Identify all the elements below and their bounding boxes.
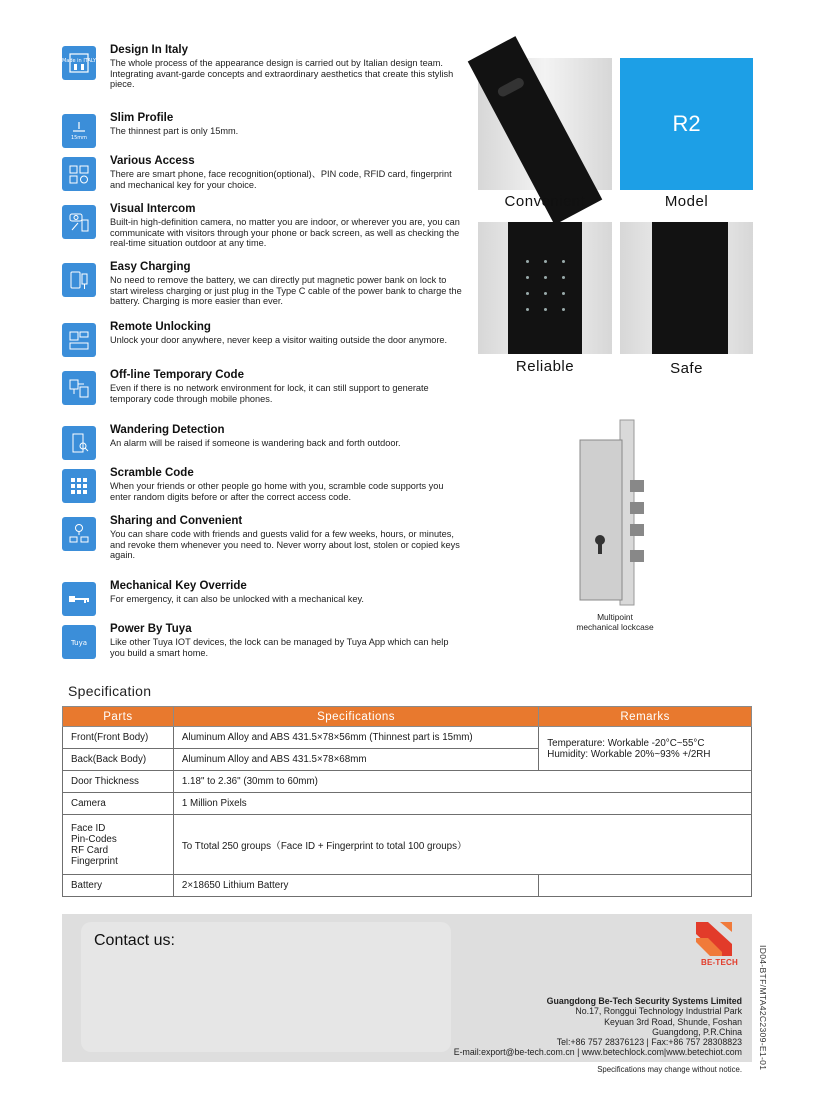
spec-value: To Ttotal 250 groups（Face ID + Fingerprint to total 100 groups） [173,815,751,875]
feature-desc: The thinnest part is only 15mm. [110,126,239,136]
spec-part: Camera [63,793,174,815]
spec-value: Aluminum Alloy and ABS 431.5×78×68mm [173,749,538,771]
document-id: ID04-BTF/MTA42C2309-E1-01 [758,945,768,1071]
model-name: R2 [672,111,701,136]
offline-code-icon [62,371,96,405]
spec-part: Battery [63,875,174,897]
table-row [63,815,752,875]
lockcase-body [580,440,622,600]
phone-fax: Tel:+86 757 28376123 | Fax:+86 757 28308823 [556,1037,742,1048]
spec-header-parts: Parts [63,707,174,727]
spec-value: 1.18" to 2.36" (30mm to 60mm) [173,771,751,793]
feature-title: Design In Italy [110,44,188,56]
lockcase-caption-line2: mechanical lockcase [576,622,654,632]
spec-value: 2×18650 Lithium Battery [173,875,538,897]
lockcase-bolt [630,480,644,492]
slim-profile-icon [62,114,96,148]
feature-desc: The whole process of the appearance design is carried out by Italian design team. Integrating avant-garde concepts and extraordinary aesthetics that create this stylish piece. [110,58,454,90]
feature-desc: You can share code with friends and guests valid for a few weeks, hours, or minutes, and revoke them whenever you need to. Never worry about lost, stolen or copied keys again. [110,529,460,561]
mechanical-key-icon [62,582,96,616]
lock-camera [496,76,525,98]
safe-label: Safe [670,360,703,377]
feature-title: Easy Charging [110,261,191,273]
feature-title: Visual Intercom [110,203,196,215]
wandering-detection-icon [62,426,96,460]
italy-icon-text: Made in ITALY [61,58,97,64]
spec-part: Door Thickness [63,771,174,793]
address-line: No.17, Ronggui Technology Industrial Park [575,1006,742,1017]
tuya-icon [62,625,96,659]
spec-header-row [63,707,752,727]
spec-part-line: Pin-Codes [71,833,117,845]
company-name: Guangdong Be-Tech Security Systems Limited [546,996,742,1006]
spec-table [62,706,752,897]
sharing-icon [62,517,96,551]
spec-title: Specification [68,683,152,699]
spec-header-remarks: Remarks [539,707,752,727]
feature-title: Wandering Detection [110,424,225,436]
remarks-temperature: Temperature: Workable -20°C~55°C [547,737,705,749]
address-line: Keyuan 3rd Road, Shunde, Foshan [604,1016,742,1027]
feature-title: Slim Profile [110,112,174,124]
feature-title: Mechanical Key Override [110,580,247,592]
tuya-icon-text: Tuya [70,639,88,647]
contact-section [62,914,752,1062]
lockcase-bolt [630,524,644,536]
remote-unlocking-icon [62,323,96,357]
spec-part-line: Face ID [71,822,106,834]
model-tile [620,58,753,190]
table-row [63,793,752,815]
lockcase-bolt [630,502,644,514]
contact-title: Contact us: [94,932,175,949]
scramble-code-icon [62,469,96,503]
safe-image [620,222,753,354]
spec-part: Back(Back Body) [63,749,174,771]
disclaimer: Specifications may change without notice. [597,1065,742,1074]
feature-desc: No need to remove the battery, we can directly put magnetic power bank on lock to start wireless charging or just plug in the Type C cable of the power bank to charge the battery. Charging is more easier than ever. [110,275,462,307]
spec-part [63,815,174,875]
lock-keypad [508,222,582,354]
lockcase-image [560,420,660,610]
reliable-image [478,222,612,354]
lockcase-bolt [630,550,644,562]
various-access-icon [62,157,96,191]
feature-desc: Built-in high-definition camera, no matter you are indoor, or wherever you are, you can communicate with visitors through your phone or back screen, as well as checking the real-time situation outdoor at any time. [110,217,460,249]
remarks-humidity: Humidity: Workable 20%~93% +/2RH [547,748,711,760]
feature-desc: Unlock your door anywhere, never keep a visitor waiting outside the door anymore. [110,335,448,345]
visual-intercom-icon [62,205,96,239]
lockcase-caption-line1: Multipoint [597,612,633,622]
feature-title: Scramble Code [110,467,194,479]
feature-title: Various Access [110,155,195,167]
feature-desc: For emergency, it can also be unlocked with a mechanical key. [110,594,364,604]
table-row [63,727,752,749]
company-address [454,996,742,1058]
convenient-image [478,58,612,190]
lockcase-caption [556,612,674,632]
feature-title: Power By Tuya [110,623,192,635]
feature-desc: Even if there is no network environment for lock, it can still support to generate temporary code through mobile phones. [110,383,429,404]
feature-title: Remote Unlocking [110,321,211,333]
spec-value: Aluminum Alloy and ABS 431.5×78×56mm (Thinnest part is 15mm) [173,727,538,749]
spec-remarks-empty [539,875,752,897]
feature-desc: Like other Tuya IOT devices, the lock can be managed by Tuya App which can help you build a smart home. [110,637,449,658]
be-tech-logo-icon [692,922,736,956]
feature-desc: An alarm will be raised if someone is wandering back and forth outdoor. [110,438,401,448]
slim-icon-text: 15mm [70,135,88,141]
address-line: Guangdong, P.R.China [652,1026,742,1037]
model-label: Model [664,193,709,210]
lock-front-dark [652,222,728,354]
spec-remarks [539,727,752,771]
spec-part-line: RF Card [71,844,109,856]
logo-text: BE-TECH [701,958,738,967]
feature-desc: When your friends or other people go home with you, scramble code supports you enter random digits before or after the correct access code. [110,481,444,502]
spec-value: 1 Million Pixels [173,793,751,815]
spec-header-specifications: Specifications [173,707,538,727]
spec-part: Front(Front Body) [63,727,174,749]
convenient-label: Convenient [504,193,586,210]
feature-title: Sharing and Convenient [110,515,243,527]
easy-charging-icon [62,263,96,297]
email-web: E-mail:export@be-tech.com.cn | www.betechlock.com|www.betechiot.com [453,1047,742,1058]
spec-part-line: Fingerprint [71,855,118,867]
reliable-label: Reliable [515,358,575,375]
feature-title: Off-line Temporary Code [110,369,244,381]
table-row [63,771,752,793]
table-row [63,875,752,897]
feature-desc: There are smart phone, face recognition(optional)、PIN code, RFID card, fingerprint and mechanical key for your choice. [110,169,452,190]
italy-design-icon [62,46,96,80]
